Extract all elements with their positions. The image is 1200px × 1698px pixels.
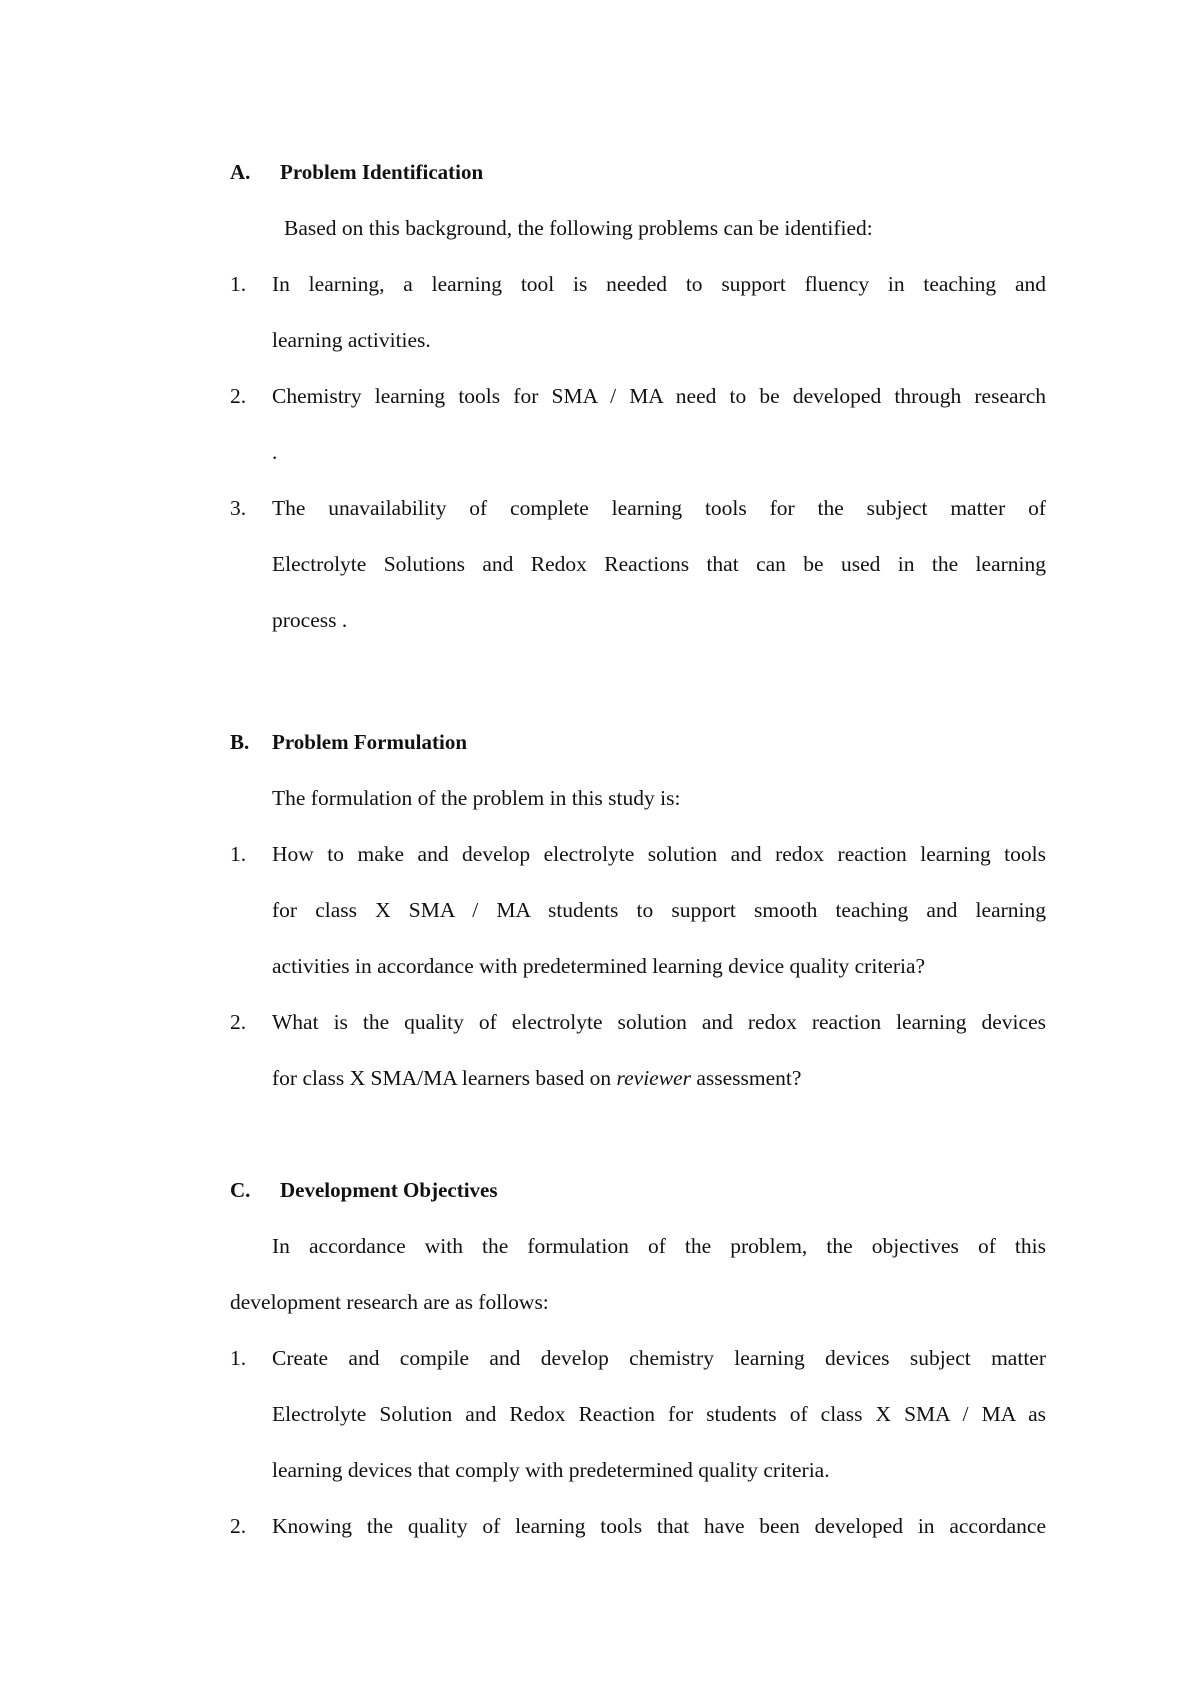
section-a-item-3-number: 3.	[230, 496, 247, 520]
section-b-item-1-number: 1.	[230, 842, 247, 866]
section-b-title: Problem Formulation	[272, 730, 468, 754]
section-c-item-1-number: 1.	[230, 1346, 247, 1370]
section-c-item-2-number: 2.	[230, 1514, 247, 1538]
section-b-item-2-emphasis: reviewer	[616, 1066, 691, 1090]
section-b-item-1-line-3: activities in accordance with predetermined learning device quality criteria?	[272, 954, 926, 978]
section-c-heading	[230, 1178, 498, 1203]
section-a-letter: A.	[230, 160, 251, 184]
section-b-item-1-line-1: How to make and develop electrolyte solution and redox reaction learning tools	[272, 842, 1046, 866]
section-a-item-1-number: 1.	[230, 272, 247, 296]
section-a-item-2-line-1: Chemistry learning tools for SMA / MA need to be developed through research	[272, 384, 1046, 408]
section-a-item-3-line-1: The unavailability of complete learning tools for the subject matter of	[272, 496, 1046, 520]
section-b-item-2-number: 2.	[230, 1010, 247, 1034]
section-c-letter: C.	[230, 1178, 251, 1202]
section-c-item-1-line-3: learning devices that comply with predetermined quality criteria.	[272, 1458, 830, 1482]
section-a-title: Problem Identification	[280, 160, 484, 184]
section-c-item-2-line-1: Knowing the quality of learning tools that have been developed in accordance	[272, 1514, 1046, 1538]
section-c-item-1-line-2: Electrolyte Solution and Redox Reaction for students of class X SMA / MA as	[272, 1402, 1046, 1426]
section-b-intro: The formulation of the problem in this study is:	[272, 786, 681, 810]
section-c-intro-line-2: development research are as follows:	[230, 1290, 549, 1314]
section-b-item-1-line-2: for class X SMA / MA students to support smooth teaching and learning	[272, 898, 1046, 922]
section-a-item-2-number: 2.	[230, 384, 247, 408]
section-b-item-2-line-2	[272, 1066, 801, 1091]
section-a-heading	[230, 160, 483, 185]
section-b-letter: B.	[230, 730, 250, 754]
section-a-item-3-line-3: process .	[272, 608, 348, 632]
section-a-item-2-line-2: .	[272, 440, 278, 464]
section-a-item-3-line-2: Electrolyte Solutions and Redox Reactions that can be used in the learning	[272, 552, 1046, 576]
section-a-item-1-line-1: In learning, a learning tool is needed to support fluency in teaching and	[272, 272, 1046, 296]
section-c-title: Development Objectives	[280, 1178, 498, 1202]
section-b-item-2-line-1: What is the quality of electrolyte solution and redox reaction learning devices	[272, 1010, 1046, 1034]
section-b-heading	[230, 730, 467, 755]
section-a-item-1-line-2: learning activities.	[272, 328, 431, 352]
section-a-intro: Based on this background, the following problems can be identified:	[284, 216, 873, 240]
section-c-item-1-line-1: Create and compile and develop chemistry learning devices subject matter	[272, 1346, 1046, 1370]
section-c-intro-line-1: In accordance with the formulation of the problem, the objectives of this	[272, 1234, 1046, 1258]
section-b-item-2-line-2-text: for class X SMA/MA learners based on	[272, 1066, 612, 1090]
section-b-item-2-tail: assessment?	[696, 1066, 802, 1090]
